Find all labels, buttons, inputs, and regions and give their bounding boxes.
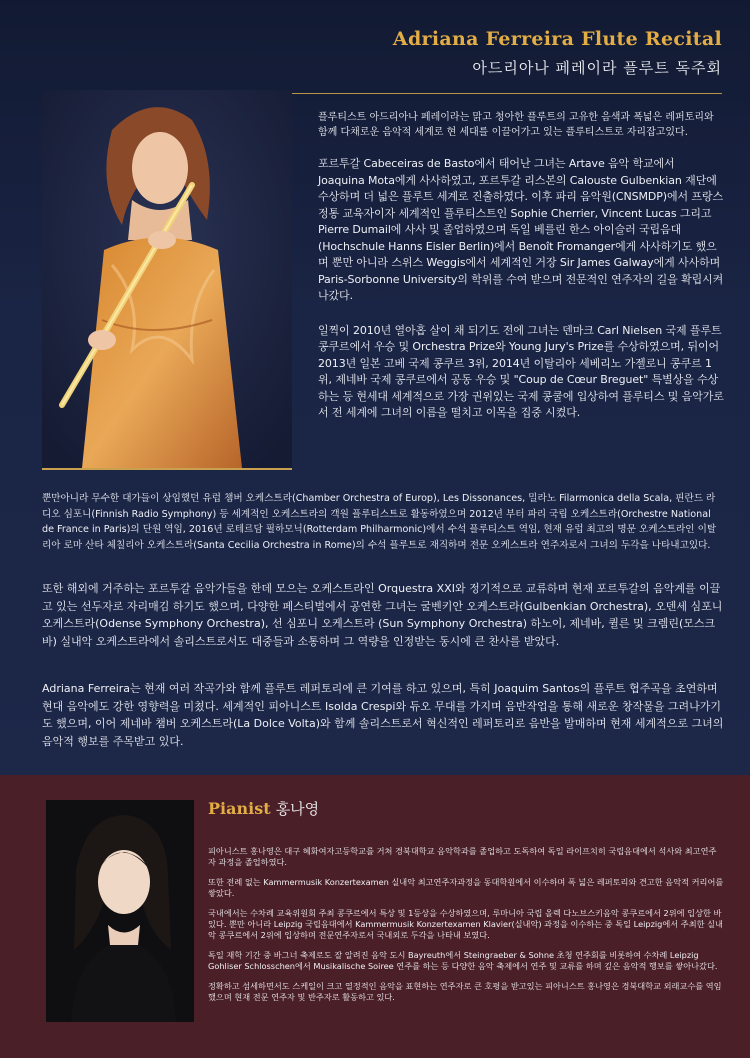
bio-paragraph: 일찍이 2010년 열아홉 살이 채 되기도 전에 그녀는 덴마크 Carl Nielsen 국제 플루트 콩쿠르에서 우승 및 Orchestra Prize와 Young Jury's Prize를 수상하였으며, 뒤이어 2013년 일본 고베 국제 콩쿠르 3위, 2014년 이탈리아 세베리노 가젤로니 콩쿠르 1위, 제네바 국제 콩쿠르에서 공동 우승 및 "Coup de Cœur Breguet" 특별상을 수상하는 등 현세대 세계적으로 가장 권위있는 국제 콩쿨에 입상하여 플루티스 및 음악가로서 전 세계에 그녀의 이름을 떨치고 이목을 집중 시켰다. [318,323,724,419]
recital-title: Adriana Ferreira Flute Recital [392,28,722,50]
photo-underline [42,468,292,470]
title-divider [282,93,722,94]
bio-paragraph: Adriana Ferreira는 현재 여러 작곡가와 함께 플루트 레퍼토리에 큰 기여를 하고 있으며, 특히 Joaquim Santos의 플루트 협주곡을 초연하며 현대 음악에도 강한 영향력을 미쳤다. 세계적인 피아니스트 Isolda Crespi와 듀오 무대를 가지며 음반작업을 통해 새로운 창작물을 그려나가기도 했으며, 이어 제네바 챔버 오케스트라(La Dolce Volta)와 함께 솔리스트로서 혁신적인 레퍼토리로 음반을 발매하며 현재 세계적으로 그녀의 음악적 행보를 주목받고 있다. [42,682,724,748]
pianist-paragraph: 정확하고 섬세하면서도 스케일이 크고 열정적인 음악을 표현하는 연주자로 큰 호평을 받고있는 피아니스트 홍나영은 경북대학교 외래교수를 역임했으며 현재 전문 연주자 및 반주자로 활동하고 있다. [208,981,722,1002]
bio-paragraph: 뿐만아니라 무수한 대가들이 상임했던 유럽 챔버 오케스트라(Chamber Orchestra of Europ), Les Dissonances, 밀라노 Filarmonica della Scala, 핀란드 라디오 심포니(Finnish Radio Symphony) 등 세계적인 오케스트라의 객원 플루티스트로 활동하였으며 2012년 부터 파리 국립 오케스트라(Orchestre National de France in Paris)의 단원 역임, 2016년 로테르담 필하모닉(Rotterdam Philharmonic)에서 수석 플루티스트 역임, 현재 유럽 최고의 명문 오케스트라인 이탈리아 로마 산타 체칠리아 오케스트라(Santa Cecilia Orchestra in Rome)의 수석 플루트로 재직하며 전문 오케스트라 연주자로서 그녀의 두각을 나타내고있다. [42,493,717,551]
pianist-name: 홍나영 [275,800,320,818]
pianist-portrait-icon [46,800,194,1022]
pianist-role: Pianist [208,799,271,818]
bio-paragraph: 또한 해외에 거주하는 포르투갈 음악가들을 한데 모으는 오케스트라인 Orquestra XXI와 정기적으로 교류하며 현재 포르투갈의 음악계를 이끌고 있는 선두자로 자리매김 하기도 했으며, 다양한 페스티벌에서 공연한 그녀는 굴벤키안 오케스트라(Gulbenkian Orchestra), 오덴세 심포니 오케스트라(Odense Symphony Orchestra), 선 심포니 오케스트라 (Sun Symphony Orchestra) 하노이, 제네바, 퀼른 및 크렘린(모스크바) 실내악 오케스트라에서 솔리스트로서도 대중들과 소통하며 그 역량을 인정받는 동시에 큰 찬사를 받았다. [42,582,723,648]
pianist-paragraph: 국내에서는 수차례 교육위원회 주최 콩쿠르에서 특상 및 1등상을 수상하였으며, 루마니아 국립 올렉 다노브스키음악 콩쿠르에서 2위에 입상한 바 있다. 뿐만 아니라 Leipzig 국립음대에서 Kammermusik Konzertexamen Klavier(실내악) 과정을 이수하는 중 독일 Leipzig에서 주최한 실내악 콩쿠르에서 2위에 입상하며 전문연주자로서 국내외로 두각을 나타내 보였다. [208,908,723,940]
bio-paragraph: 플루티스트 아드리아나 페레이라는 맑고 청아한 플루트의 고유한 음색과 폭넓은 레퍼토리와 함께 다채로운 음악적 세계로 현 세대를 이끌어가고 있는 플루티스트로 자리잡고있다. [318,112,714,138]
bio-paragraph: 포르투갈 Cabeceiras de Basto에서 태어난 그녀는 Artave 음악 학교에서 Joaquina Mota에게 사사하였고, 포르투갈 리스본의 Calouste Gulbenkian 재단에 수상하며 더 넓은 플루트 세계로 진출하였다. 이후 파리 음악원(CNSMDP)에서 프랑스 정통 교육자이자 세계적인 플루티스트인 Sophie Cherrier, Vincent Lucas 그리고 Pierre Dumail에 사사 및 졸업하였으며 독일 베를린 한스 아이슬러 국립음대(Hochschule Hanns Eisler Berlin)에서 Benoît Fromanger에게 사사하기도 했으며 뿐만 아니라 스위스 Weggis에서 세계적인 거장 Sir James Galway에게 사사하며 Paris-Sorbonne University의 학위를 수여 받으며 전문적인 연주자의 길을 확립시켜나갔다. [318,157,724,302]
recital-title-korean: 아드리아나 페레이라 플루트 독주회 [472,59,722,77]
pianist-heading [208,798,319,819]
pianist-paragraph: 또한 전례 없는 Kammermusik Konzertexamen 실내악 최고연주자과정을 동대학원에서 이수하며 폭 넓은 레퍼토리와 견고한 음악적 커리어를 쌓았다. [208,877,724,898]
flutist-bio-right [318,110,724,440]
flutist-portrait-icon [42,90,292,468]
pianist-paragraph: 피아니스트 홍나영은 대구 혜화여자고등학교를 거쳐 경북대학교 음악학과를 졸업하고 도독하여 독일 라이프치히 국립음대에서 석사와 최고연주자 과정을 졸업하였다. [208,846,717,867]
pianist-bio [208,846,724,1012]
pianist-paragraph: 독일 재학 기간 중 바그너 축제로도 잘 알려진 음악 도시 Bayreuth에서 Steingraeber & Sohne 초청 연주회를 비롯하여 수차례 Leipzig Gohliser Schlosschen에서 Musikalische Soiree 연주를 하는 등 다양한 음악 축제에서 연주 및 교류를 하며 깊은 음악적 행보를 쌓아나갔다. [208,950,718,971]
